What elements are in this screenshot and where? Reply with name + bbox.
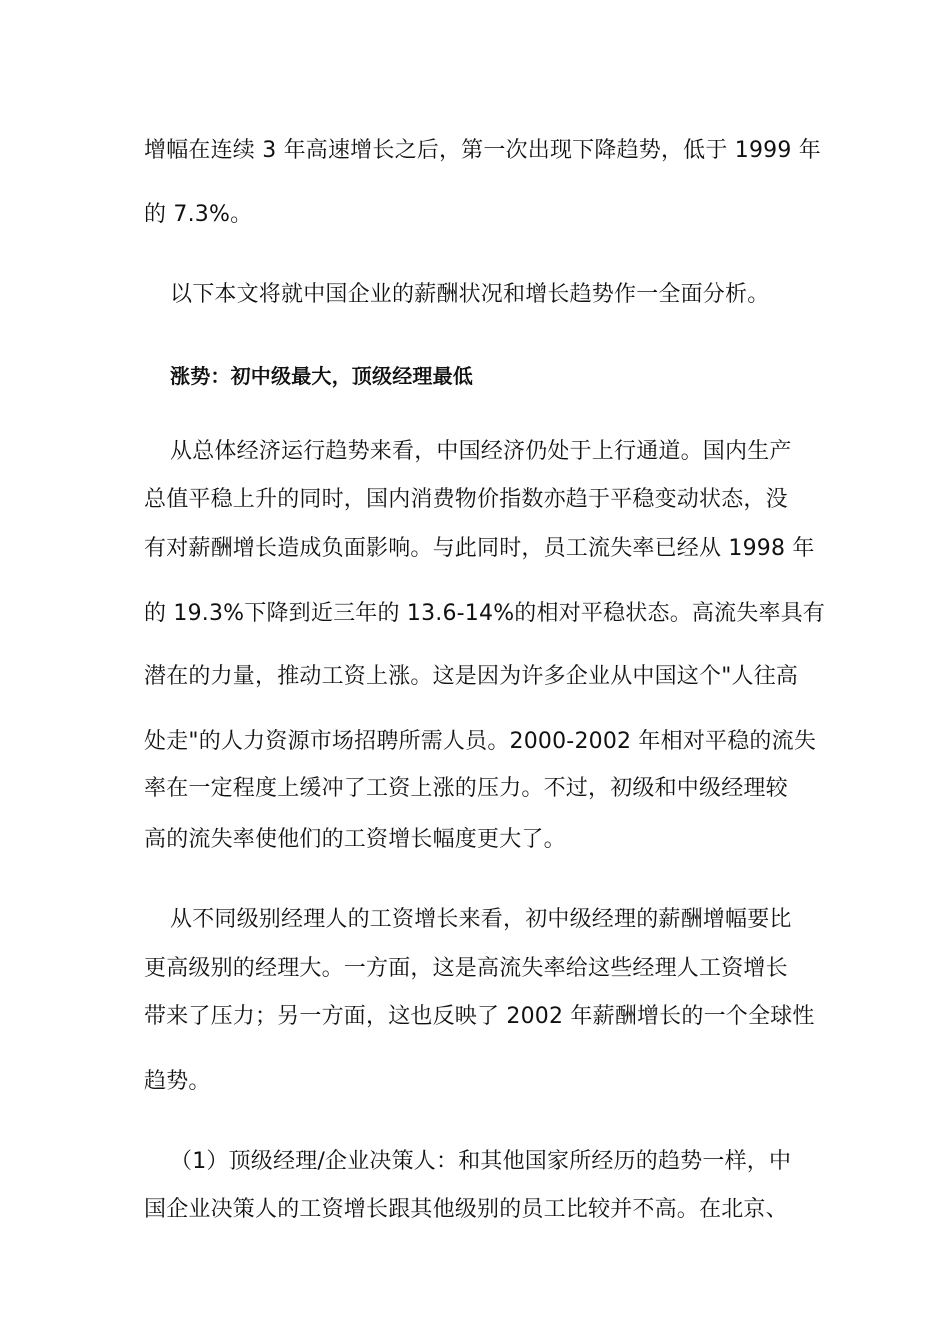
paragraph-3-line-2: 总值平稳上升的同时，国内消费物价指数亦趋于平稳变动状态，没 [144, 487, 788, 512]
paragraph-3-line-4: 的 19.3%下降到近三年的 13.6-14%的相对平稳状态。高流失率具有 [144, 601, 826, 626]
paragraph-3-line-3: 有对薪酬增长造成负面影响。与此同时，员工流失率已经从 1998 年 [144, 536, 815, 561]
paragraph-2-line-1: 以下本文将就中国企业的薪酬状况和增长趋势作一全面分析。 [170, 282, 770, 307]
paragraph-4-line-1: 从不同级别经理人的工资增长来看，初中级经理的薪酬增幅要比 [170, 907, 792, 932]
paragraph-3-line-7: 率在一定程度上缓冲了工资上涨的压力。不过，初级和中级经理较 [144, 776, 788, 801]
paragraph-4-line-3: 带来了压力；另一方面，这也反映了 2002 年薪酬增长的一个全球性 [144, 1004, 815, 1029]
paragraph-4-line-2: 更高级别的经理大。一方面，这是高流失率给这些经理人工资增长 [144, 956, 788, 981]
paragraph-1-line-1: 增幅在连续 3 年高速增长之后，第一次出现下降趋势，低于 1999 年 [144, 138, 821, 163]
paragraph-3-line-1: 从总体经济运行趋势来看，中国经济仍处于上行通道。国内生产 [170, 439, 792, 464]
paragraph-4-line-4: 趋势。 [144, 1069, 211, 1094]
paragraph-3-line-8: 高的流失率使他们的工资增长幅度更大了。 [144, 827, 566, 852]
paragraph-3-line-5: 潜在的力量，推动工资上涨。这是因为许多企业从中国这个"人往高 [144, 664, 799, 689]
paragraph-5-line-1: （1）顶级经理/企业决策人：和其他国家所经历的趋势一样，中 [170, 1149, 792, 1174]
paragraph-1-line-2: 的 7.3%。 [144, 202, 253, 227]
paragraph-3-line-6: 处走"的人力资源市场招聘所需人员。2000-2002 年相对平稳的流失 [144, 729, 817, 754]
section-heading: 涨势：初中级最大，顶级经理最低 [170, 364, 473, 388]
paragraph-5-line-2: 国企业决策人的工资增长跟其他级别的员工比较并不高。在北京、 [144, 1197, 788, 1222]
